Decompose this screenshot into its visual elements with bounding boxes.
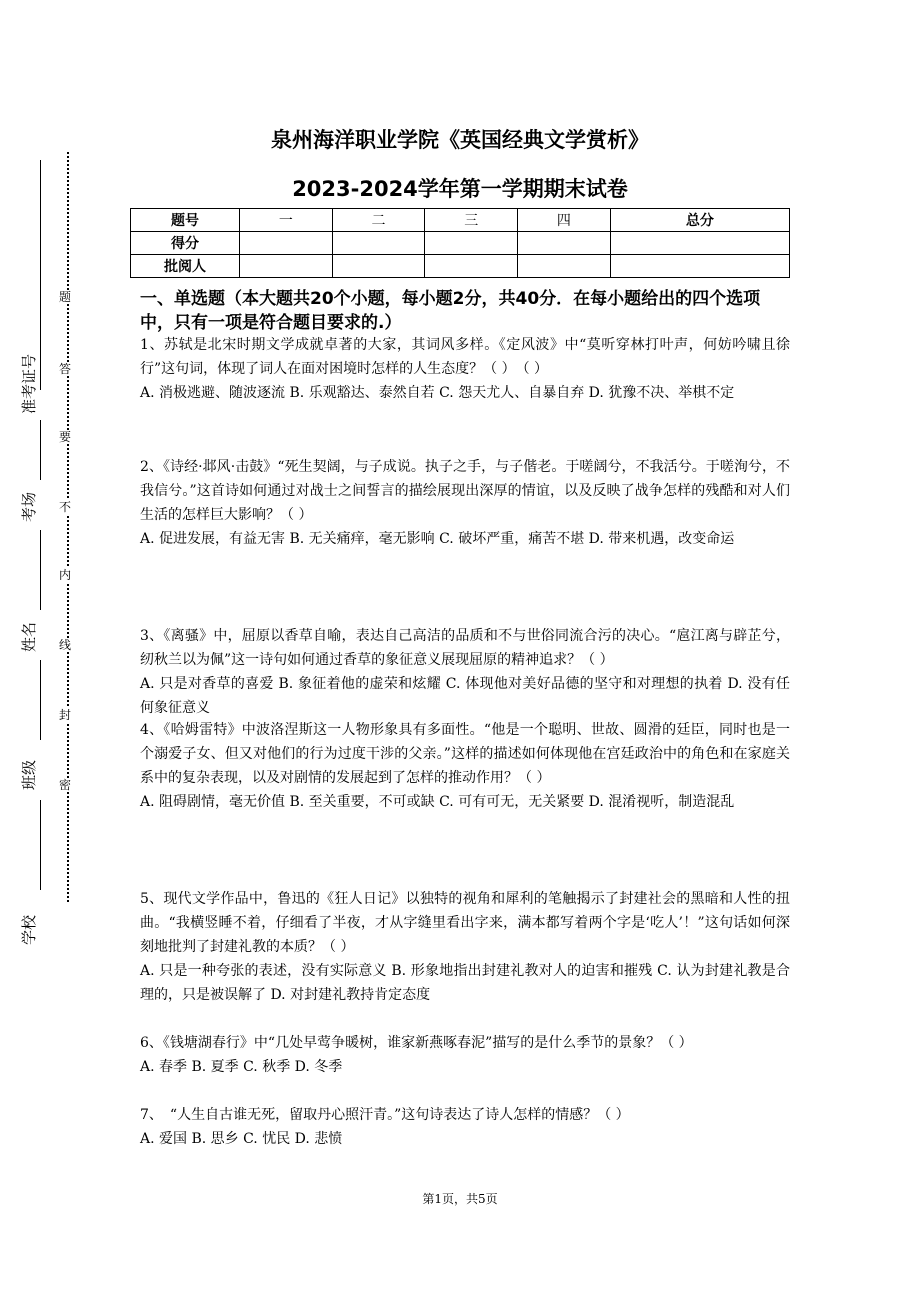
table-header-cell: 一 — [240, 209, 333, 232]
question-options: A. 爱国 B. 思乡 C. 忧民 D. 悲愤 — [140, 1131, 343, 1147]
exam-room-label: 考场 — [20, 491, 38, 522]
question-stem: 5、现代文学作品中，鲁迅的《狂人日记》以独特的视角和犀利的笔触揭示了封建社会的黑暗和人性的扭曲。“我横竖睡不着，仔细看了半夜，才从字缝里看出字来，满本都写着两个字是‘吃人’！”这句话如何深刻地批判了封建礼教的本质？（ ） — [140, 891, 790, 955]
row-label: 批阅人 — [131, 255, 240, 278]
question-3 — [140, 624, 790, 720]
question-4 — [140, 718, 790, 814]
table-header-cell: 总分 — [610, 209, 789, 232]
seal-char: 答 — [59, 362, 72, 376]
seal-char: 内 — [59, 568, 72, 582]
question-options: A. 春季 B. 夏季 C. 秋季 D. 冬季 — [140, 1059, 343, 1075]
reviewer-cell — [425, 255, 518, 278]
reviewer-row — [131, 255, 790, 278]
score-table — [130, 208, 790, 278]
exam-title: 泉州海洋职业学院《英国经典文学赏析》 — [271, 128, 649, 152]
seal-char: 要 — [59, 430, 72, 444]
reviewer-cell — [610, 255, 789, 278]
table-header-cell: 三 — [425, 209, 518, 232]
binding-line — [40, 800, 41, 890]
seal-char: 线 — [59, 638, 72, 652]
question-1 — [140, 333, 790, 405]
score-cell — [332, 232, 425, 255]
table-header-cell: 题号 — [131, 209, 240, 232]
row-label: 得分 — [131, 232, 240, 255]
question-stem: 2、《诗经·邶风·击鼓》“死生契阔，与子成说。执子之手，与子偕老。于嗟阔兮，不我活兮。于嗟洵兮，不我信兮。”这首诗如何通过对战士之间誓言的描绘展现出深厚的情谊，以及反映了战争怎样的残酷和对人们生活的怎样巨大影响？（ ） — [140, 459, 790, 523]
table-header-cell: 二 — [332, 209, 425, 232]
binding-line — [40, 420, 41, 480]
score-cell — [425, 232, 518, 255]
score-table-header-row — [131, 209, 790, 232]
reviewer-cell — [240, 255, 333, 278]
question-options: A. 阻碍剧情，毫无价值 B. 至关重要，不可或缺 C. 可有可无，无关紧要 D. 混淆视听，制造混乱 — [140, 794, 735, 810]
score-cell — [240, 232, 333, 255]
question-stem: 7、 “人生自古谁无死，留取丹心照汗青。”这句诗表达了诗人怎样的情感？（ ） — [140, 1107, 630, 1123]
section-heading: 一、单选题（本大题共20个小题，每小题2分，共40分．在每小题给出的四个选项中，只有一项是符合题目要求的.） — [140, 289, 761, 333]
question-stem: 6、《钱塘湖春行》中“几处早莺争暖树，谁家新燕啄春泥”描写的是什么季节的景象？（ ） — [140, 1035, 693, 1051]
binding-line — [40, 530, 41, 610]
reviewer-cell — [518, 255, 611, 278]
seal-char: 题 — [59, 290, 72, 304]
question-options: A. 只是一种夸张的表述，没有实际意义 B. 形象地指出封建礼教对人的迫害和摧残 C. 认为封建礼教是合理的，只是被误解了 D. 对封建礼教持肯定态度 — [140, 963, 790, 1003]
question-options: A. 促进发展，有益无害 B. 无关痛痒，毫无影响 C. 破坏严重，痛苦不堪 D. 带来机遇，改变命运 — [140, 531, 735, 547]
seal-char: 密 — [59, 778, 72, 792]
seal-char: 不 — [59, 500, 72, 514]
school-label: 学校 — [20, 914, 38, 945]
question-5 — [140, 887, 790, 1007]
exam-number-label: 准考证号 — [20, 353, 38, 414]
question-2 — [140, 455, 790, 551]
score-cell — [518, 232, 611, 255]
seal-char: 封 — [59, 708, 72, 722]
exam-subtitle: 2023-2024学年第一学期期末试卷 — [292, 177, 628, 201]
question-options: A. 只是对香草的喜爱 B. 象征着他的虚荣和炫耀 C. 体现他对美好品德的坚守和对理想的执着 D. 没有任何象征意义 — [140, 676, 790, 716]
binding-line — [40, 660, 41, 740]
score-row — [131, 232, 790, 255]
question-options: A. 消极逃避、随波逐流 B. 乐观豁达、泰然自若 C. 怨天尤人、自暴自弃 D. 犹豫不决、举棋不定 — [140, 385, 735, 401]
score-cell — [610, 232, 789, 255]
question-stem: 3、《离骚》中，屈原以香草自喻，表达自己高洁的品质和不与世俗同流合污的决心。“扈江离与辟芷兮，纫秋兰以为佩”这一诗句如何通过香草的象征意义展现屈原的精神追求？（ ） — [140, 628, 790, 668]
question-7 — [140, 1103, 790, 1151]
page-number: 第1页，共5页 — [422, 1192, 498, 1206]
class-label: 班级 — [20, 759, 38, 790]
question-6 — [140, 1031, 790, 1079]
reviewer-cell — [332, 255, 425, 278]
name-label: 姓名 — [20, 621, 38, 652]
question-stem: 4、《哈姆雷特》中波洛涅斯这一人物形象具有多面性。“他是一个聪明、世故、圆滑的廷臣，同时也是一个溺爱子女、但又对他们的行为过度干涉的父亲。”这样的描述如何体现他在宫廷政治中的角色和在家庭关系中的复杂表现，以及对剧情的发展起到了怎样的推动作用？（ ） — [140, 722, 790, 786]
table-header-cell: 四 — [518, 209, 611, 232]
question-stem: 1、苏轼是北宋时期文学成就卓著的大家，其词风多样。《定风波》中“莫听穿林打叶声，何妨吟啸且徐行”这句词，体现了词人在面对困境时怎样的人生态度？（ ） （ ） — [140, 337, 790, 377]
